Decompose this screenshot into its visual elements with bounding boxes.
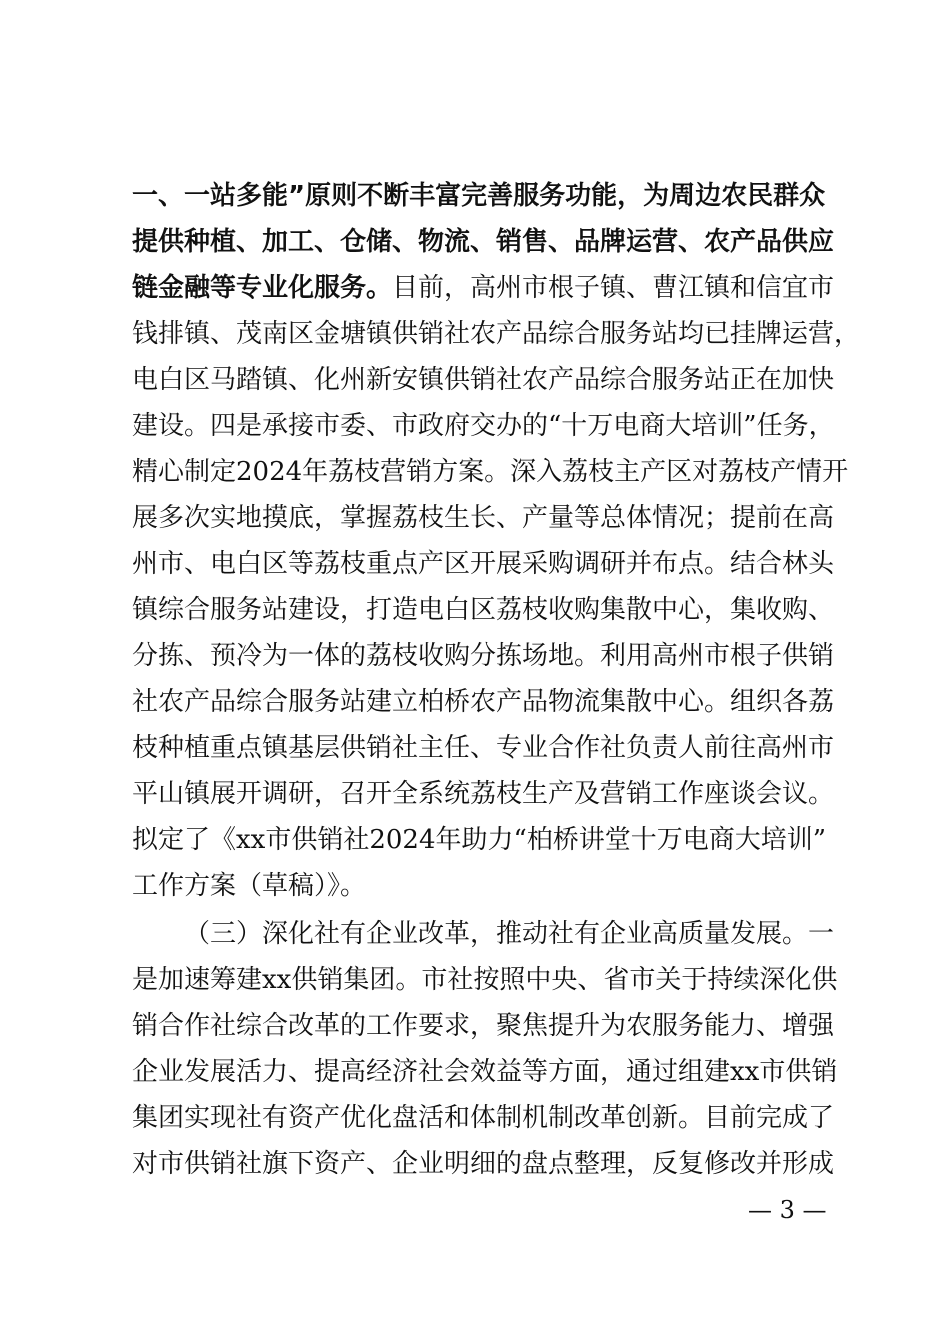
text-line: 企业发展活力、提高经济社会效益等方面，通过组建xx市供销	[132, 1057, 838, 1087]
text-line: 建设。四是承接市委、市政府交办的“十万电商大培训”任务，	[132, 411, 835, 441]
text-line: 展多次实地摸底，掌握荔枝生长、产量等总体情况；提前在高	[132, 503, 835, 533]
text-line: 平山镇展开调研，召开全系统荔枝生产及营销工作座谈会议。	[132, 779, 835, 809]
text-line: 提供种植、加工、仓储、物流、销售、品牌运营、农产品供应	[132, 227, 835, 257]
text-line: 分拣、预冷为一体的荔枝收购分拣场地。利用高州市根子供销	[132, 641, 835, 671]
text-line: 钱排镇、茂南区金塘镇供销社农产品综合服务站均已挂牌运营，	[132, 319, 861, 349]
text-line: 电白区马踏镇、化州新安镇供销社农产品综合服务站正在加快	[132, 365, 835, 395]
text-line: 枝种植重点镇基层供销社主任、专业合作社负责人前往高州市	[132, 733, 835, 763]
text-line: 工作方案（草稿）》。	[132, 871, 367, 901]
text-line: 社农产品综合服务站建立柏桥农产品物流集散中心。组织各荔	[132, 687, 835, 717]
text-line: 链金融等专业化服务。目前，高州市根子镇、曹江镇和信宜市	[132, 273, 835, 303]
page-number: — 3 —	[748, 1196, 827, 1224]
section-heading-line: （三）深化社有企业改革，推动社有企业高质量发展。一	[184, 919, 835, 949]
text-line: 集团实现社有资产优化盘活和体制机制改革创新。目前完成了	[132, 1103, 835, 1133]
text-line: 是加速筹建xx供销集团。市社按照中央、省市关于持续深化供	[132, 965, 838, 995]
text-line: 对市供销社旗下资产、企业明细的盘点整理，反复修改并形成	[132, 1149, 835, 1179]
text-line: 精心制定2024年荔枝营销方案。深入荔枝主产区对荔枝产情开	[132, 457, 849, 487]
text-line: 一、一站多能”原则不断丰富完善服务功能，为周边农民群众	[132, 181, 826, 211]
text-line: 销合作社综合改革的工作要求，聚焦提升为农服务能力、增强	[132, 1011, 835, 1041]
text-line: 州市、电白区等荔枝重点产区开展采购调研并布点。结合林头	[132, 549, 835, 579]
text-line: 镇综合服务站建设，打造电白区荔枝收购集散中心，集收购、	[132, 595, 835, 625]
text-line: 拟定了《xx市供销社2024年助力“柏桥讲堂十万电商大培训”	[132, 825, 827, 855]
